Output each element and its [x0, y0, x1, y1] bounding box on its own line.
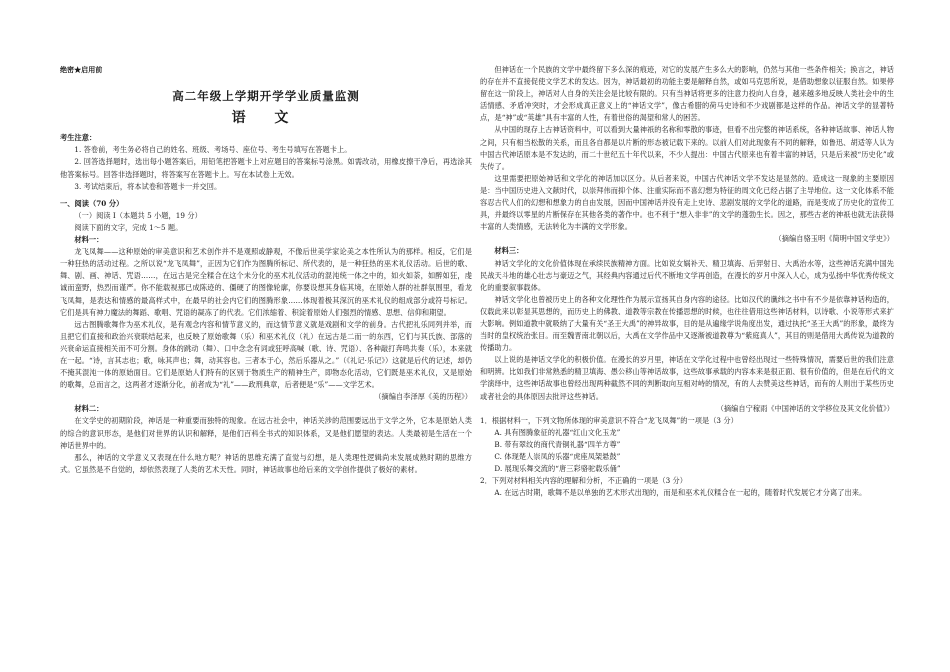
material3-label: 材料三：	[494, 246, 524, 256]
material3-source: （摘编自宁稼雨《中国神话的文学移位及其文化价值》）	[716, 403, 894, 413]
note-item: 1. 答卷前，考生务必将自己的姓名、班级、考场号、座位号、考生号填写在答题卡上。	[74, 145, 352, 155]
material2-para: 这里需要把原始神话和文学化的神话加以区分。从后者来说，中国古代神话文学不发达是显然的。造成这一现象的主要原因是：当中国历史进入文献时代，以崇拜伟而抑个体、注重实际而不喜幻想为特征的周文化已经占据了主导地位。这一文化体系不能容忍古代人们的幻想和想象力的自由发展，因而中国神话并没有走上史诗、悲剧发展的文学化的道路，而是变成了历史化的宣传工具，并最终以零星的片断保存在其他各类的著作中。也不利于“想入非非”的文学的蓬勃生长。因之，那些古老的神祇也就无法获得丰富的人类情感，无法转化为丰满的文学形象。	[480, 173, 894, 232]
question-stem: 2．下列对材料相关内容的理解和分析，不正确的一项是（3 分）	[480, 476, 687, 486]
material1-label: 材料一：	[74, 235, 104, 245]
section-sub: （一）阅读 I（本题共 5 小题，19 分）	[74, 210, 202, 220]
material2-para: 那么，神话的文学意义又表现在什么地方呢？神话的思维充满了直觉与幻想，是人类理性逻辑尚未发展成熟时期的思维方式。它虽然是不自觉的，却依然表现了人类的艺术天性。同时，神话故事也给后来的文学创作提供了极好的素材。	[60, 452, 472, 474]
notes-label: 考生注意：	[60, 133, 97, 143]
subject-title: 语 文	[231, 110, 301, 127]
material2-para: 但神话在一个民族的文学中最终留下多么深的痕迹，对它的发展产生多么大的影响，仍然与其他一些条件相关；换言之，神话的存在并不直接促使文学艺术的发达。因为，神话最初的功能主要是解释自然，或如马克思所说，是借助想象以征服自然。如果停留在这一阶段上，神话对人自身的关注会是比较有限的。只有当神话将更多的注意力投向人自身，越来越多地反映人类社会中的生活情感、矛盾冲突时，才会形成真正意义上的“神话文学”，像古希腊的荷马史诗和不少戏剧都是这样的作品。神话文学的显著特点，是“神”或“英雄”具有丰富的人性，有着世俗的渴望和常人的困苦。	[480, 65, 894, 123]
question-option: A. 在远古时期，歌舞不是以单独的艺术形式出现的，而是和巫术礼仪糅合在一起的，随着时代发展它才分离了出来。	[494, 488, 867, 498]
secret-label: 绝密★启用前	[60, 65, 103, 74]
right-column	[480, 64, 894, 499]
section-instruction: 阅读下面的文字，完成 1～5 题。	[74, 222, 183, 232]
question-option: A. 具有图腾象征的礼器“红山文化玉龙”	[494, 427, 621, 437]
exam-title: 高二年级上学期开学学业质量监测	[172, 89, 360, 104]
left-column	[60, 64, 472, 476]
question-option: B. 带有翠纹的商代青铜礼器“四羊方尊”	[494, 439, 621, 449]
material2-para: 从中国的现存上古神话资料中，可以看到大量神祇的名称和零散的事迹，但看不出完整的神话系统，各种神话故事、神话人物之间，只有相当松散的关系，而且各自都是以片断的形态被记载下来的。以前人们对此现象有不同的解释，如鲁迅、胡适等人认为中国古代神话原本是不发达的，而二十世纪五十年代以来，不少人提出：中国古代原来也有着丰富的神话，只是后来被“历史化”或失传了。	[480, 125, 894, 171]
material3-para: 以上说的是神话文学化的积极价值。在漫长的岁月里，神话在文学化过程中也曾经出现过一些特殊情况，需要后世的我们注意和明辨。比如我们非常熟悉的精卫填海、愚公移山等神话故事，这些故事承载的内容本来是很正面、很有价值的，但是在后代的文学演绎中，这些神话故事也曾经出现两种截然不同的判断取向互相对峙的情况，有的人去赞美这些神话，而有的人则出于某些历史或者社会的具体原因去批评这些神话。	[480, 355, 894, 401]
note-item: 2. 回答选择题时，选出每小题答案后，用铅笔把答题卡上对应题目的答案标号涂黑。如需改动，用橡皮擦干净后，再选涂其他答案标号。回答非选择题时，将答案写在答题卡上。写在本试卷上无效。	[60, 157, 472, 179]
question-stem: 1．根据材料一，下列文物所体现的审美意识不符合“龙飞凤舞”的一项是（3 分）	[480, 415, 738, 425]
material3-para: 神话文学化也曾被历史上的各种文化理性作为展示宣扬其自身内容的途径。比如汉代的谶纬之书中有不少是依靠神话构造的，仅载此来以彰显其思想的，而历史上的佛教、道教等宗教在传播思想的时候，也往往借用这些神话材料，以诗歌、小说等形式来扩大影响。例如道教中就吸纳了大量有关“圣王大禹”的神异故事，目的是从遍缘学说角度出发，通过执托“圣王大禹”的形象，最终为当时的皇权统治张目。而至魏晋南北朝以后，大禹在文学作品中又逐渐被道教尊为“紫庭真人”，其目的则是借用大禹传说为道教的传播助力。	[480, 294, 894, 353]
material2-source: （摘编自骆玉明《简明中国文学史》）	[774, 234, 894, 244]
question-option: C. 体现楚人崇凤的乐器“虎座凤架悬鼓”	[494, 452, 621, 461]
material1-para: 龙飞凤舞——这种原始的审美意识和艺术创作并不是观照或静观，不像后世美学家论美之本性所认为的那样。相反，它们是一种狂热的活动过程。之所以说“龙飞凤舞”，正因为它们作为图腾所标记、所代表的，是一种狂热的巫术礼仪活动。后世的歌、舞、剧、画、神话、咒语……，在远古是完全糅合在这个未分化的巫术礼仪活动的混沌统一体之中的，如火如荼，如醉如狂，虔诚而蛮野，热烈而谨严。你不能载视那已成陈迹的、僵硬了的图像轮廓，你要设想其身临其境，在原始人群的社群氛围里，看龙飞凤舞，是表达和情感的最高样式中，在最早的社会内它们的图腾形象……体现着极其深沉的巫术礼仪的组成部分或符号标记。它们是具有神力魔法的舞蹈、歌唱、咒语的凝冻了的代表。它们浓缩着、积淀着原始人们强烈的情感、思想、信仰和期望。	[60, 247, 472, 317]
material3-para: 神话文学化的文化价值体现在承续民族精神方面。比如说女娲补天、精卫填海、后羿射日、大禹治水等，这些神话充满中国先民战天斗地的雄心壮志与豪迈之气，其经典内容通过后代不断地文学再创造，在漫长的岁月中深入人心，成为弘扬中华优秀传统文化的重要叙事载体。	[480, 258, 894, 292]
question-option: D. 展现乐舞交流的“唐三彩骆驼载乐俑”	[494, 464, 621, 474]
material1-source: （摘编自李泽厚《美的历程》）	[374, 392, 472, 402]
section-title: 一、阅读（70 分）	[60, 198, 124, 208]
material1-para: 远古图腾歌舞作为巫术礼仪，是有观念内容和情节意义的，而这情节意义就是戏剧和文学的前身。古代把礼乐同列并举，而且把它们直接和政治兴衰联结起来，也反映了原始歌舞（乐）和巫术礼仪（礼）在远古是二而一的东西，它们与其氏族、部落的兴衰命运直接相关而不可分割。身体的跳动（舞）、口中念念有词或狂呼高喊（歌、诗、咒语）、各种敲打奔鸣共奏（乐），本来就在一起。“诗，言其志也；歌，咏其声也；舞，动其容也。三者本于心，然后乐器从之。”（《礼记·乐记》）这就是后代的记述，却仍不掩其混沌一体的原始面目。它们是原始人们特有的区别于物质生产的精神生产，即物态化活动，它们既是巫术礼仪，又是原始的歌舞，总而言之，这两者才逐渐分化，前者成为“礼”——政刑典章，后者便是“乐”——文学艺术。	[60, 319, 472, 390]
material2-label: 材料二：	[74, 404, 104, 414]
note-item: 3. 考试结束后，将本试卷和答题卡一并交回。	[74, 181, 222, 191]
material2-para: 在文学史的初期阶段，神话是一种重要而独特的现象。在远古社会中，神话关涉的范围要远出于文学之外，它本是原始人类的综合的意识形态，是他们对世界的认识和解释，是他们百科全书式的知识体系，又是他们愿望的表达。人类最初是生活在一个神话世界中的。	[60, 416, 472, 450]
